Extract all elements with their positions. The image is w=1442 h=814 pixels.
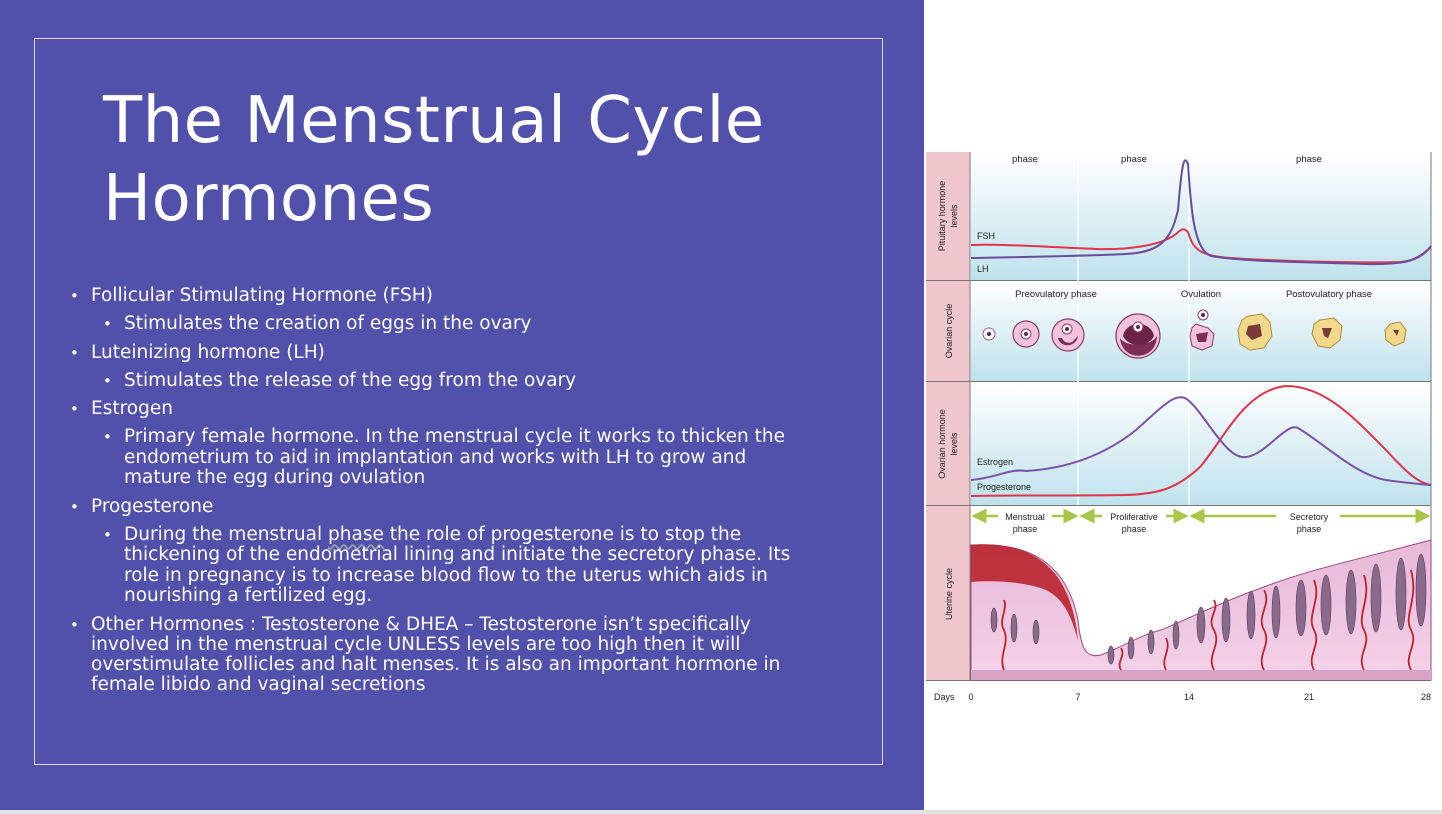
bullet-progesterone-detail bbox=[70, 525, 870, 607]
other-hormones-line: female libido and vaginal secretions bbox=[91, 673, 426, 695]
follicle-stage-3 bbox=[1052, 319, 1084, 351]
day-tick-label: 14 bbox=[1183, 692, 1195, 702]
bullet-list bbox=[70, 286, 870, 695]
progesterone-detail-line: thickening of the endometrial lining and initiate the secretory phase. Its bbox=[124, 544, 791, 565]
bullet-lh: • Luteinizing hormone (LH) bbox=[70, 343, 870, 363]
row-label-ovarian-hormone-2: levels bbox=[949, 432, 959, 456]
row-label-ovarian-cycle: Ovarian cycle bbox=[944, 303, 954, 359]
ovulation-label: Ovulation bbox=[1180, 289, 1222, 300]
slide-title bbox=[103, 82, 863, 238]
row-label-uterine-cycle: Uterine cycle bbox=[944, 567, 954, 621]
estrogen-legend-label: Estrogen bbox=[977, 457, 1014, 467]
row-label-ovarian-hormone-1: Ovarian hormone bbox=[937, 409, 947, 479]
progesterone-detail-text: the role of progesterone is to stop the bbox=[383, 523, 742, 545]
estrogen-detail-line: endometrium to aid in implantation and works with LH to grow and bbox=[124, 446, 747, 468]
top-phase-label: phase bbox=[1121, 154, 1147, 165]
progesterone-detail-line: role in pregnancy is to increase blood flow to the uterus which aids in bbox=[124, 564, 768, 586]
day-tick-label: 7 bbox=[1075, 692, 1081, 702]
proliferative-phase-label: Proliferative bbox=[1110, 512, 1158, 522]
menstrual-phase-label: Menstrual bbox=[1005, 512, 1045, 522]
spellcheck-flagged-word[interactable]: phase bbox=[328, 523, 384, 545]
bullet-progesterone: • Progesterone bbox=[70, 497, 870, 517]
row-label-pituitary-2: levels bbox=[949, 204, 959, 228]
bullet-estrogen-detail bbox=[70, 427, 870, 489]
progesterone-detail-line: nourishing a fertilized egg. bbox=[124, 585, 373, 606]
preovulatory-phase-label: Preovulatory phase bbox=[1015, 289, 1097, 300]
menstrual-phase-label: phase bbox=[1012, 524, 1038, 534]
fsh-legend-label: FSH bbox=[977, 231, 995, 241]
menstrual-cycle-figure bbox=[926, 150, 1436, 710]
days-axis-label: Days bbox=[934, 692, 955, 702]
title-line-2: Hormones bbox=[103, 162, 435, 236]
day-tick-label: 0 bbox=[968, 692, 974, 702]
bottom-edge-bar bbox=[0, 810, 1442, 814]
bullet-estrogen: • Estrogen bbox=[70, 399, 870, 419]
secretory-phase-label: Secretory bbox=[1289, 512, 1329, 522]
lh-legend-label: LH bbox=[977, 264, 989, 274]
day-tick-label: 21 bbox=[1303, 692, 1315, 702]
pituitary-panel bbox=[971, 152, 1431, 280]
progesterone-detail-text: During the menstrual bbox=[124, 523, 329, 545]
row-label-pituitary-1: Pituitary hormone bbox=[937, 180, 947, 252]
other-hormones-line: Other Hormones : Testosterone & DHEA – Testosterone isn’t specifically bbox=[91, 613, 751, 635]
day-tick-label: 28 bbox=[1420, 692, 1431, 702]
estrogen-detail-line: mature the egg during ovulation bbox=[124, 467, 426, 488]
progesterone-legend-label: Progesterone bbox=[977, 482, 1032, 492]
bullet-fsh-detail: • Stimulates the creation of eggs in the ovary bbox=[70, 314, 870, 335]
ovarian-hormone-panel bbox=[971, 382, 1431, 505]
bullet-lh-detail: • Stimulates the release of the egg from the ovary bbox=[70, 371, 870, 392]
bullet-other-hormones bbox=[70, 615, 870, 695]
other-hormones-line: involved in the menstrual cycle UNLESS levels are too high then it will bbox=[91, 633, 741, 655]
myometrium-layer bbox=[971, 670, 1431, 680]
top-phase-label: phase bbox=[1012, 154, 1038, 165]
bullet-fsh: • Follicular Stimulating Hormone (FSH) bbox=[70, 286, 870, 306]
follicle-stage-2 bbox=[1013, 321, 1039, 347]
follicle-stage-4 bbox=[1116, 314, 1160, 358]
proliferative-phase-label: phase bbox=[1121, 524, 1147, 534]
follicle-stage-1 bbox=[983, 328, 995, 340]
estrogen-detail-line: Primary female hormone. In the menstrual cycle it works to thicken the bbox=[124, 426, 785, 447]
other-hormones-line: overstimulate follicles and halt menses. It is also an important hormone in bbox=[91, 653, 781, 675]
title-line-1: The Menstrual Cycle bbox=[103, 84, 765, 158]
secretory-phase-label: phase bbox=[1296, 524, 1322, 534]
postovulatory-phase-label: Postovulatory phase bbox=[1285, 289, 1373, 300]
top-phase-label: phase bbox=[1296, 154, 1322, 165]
